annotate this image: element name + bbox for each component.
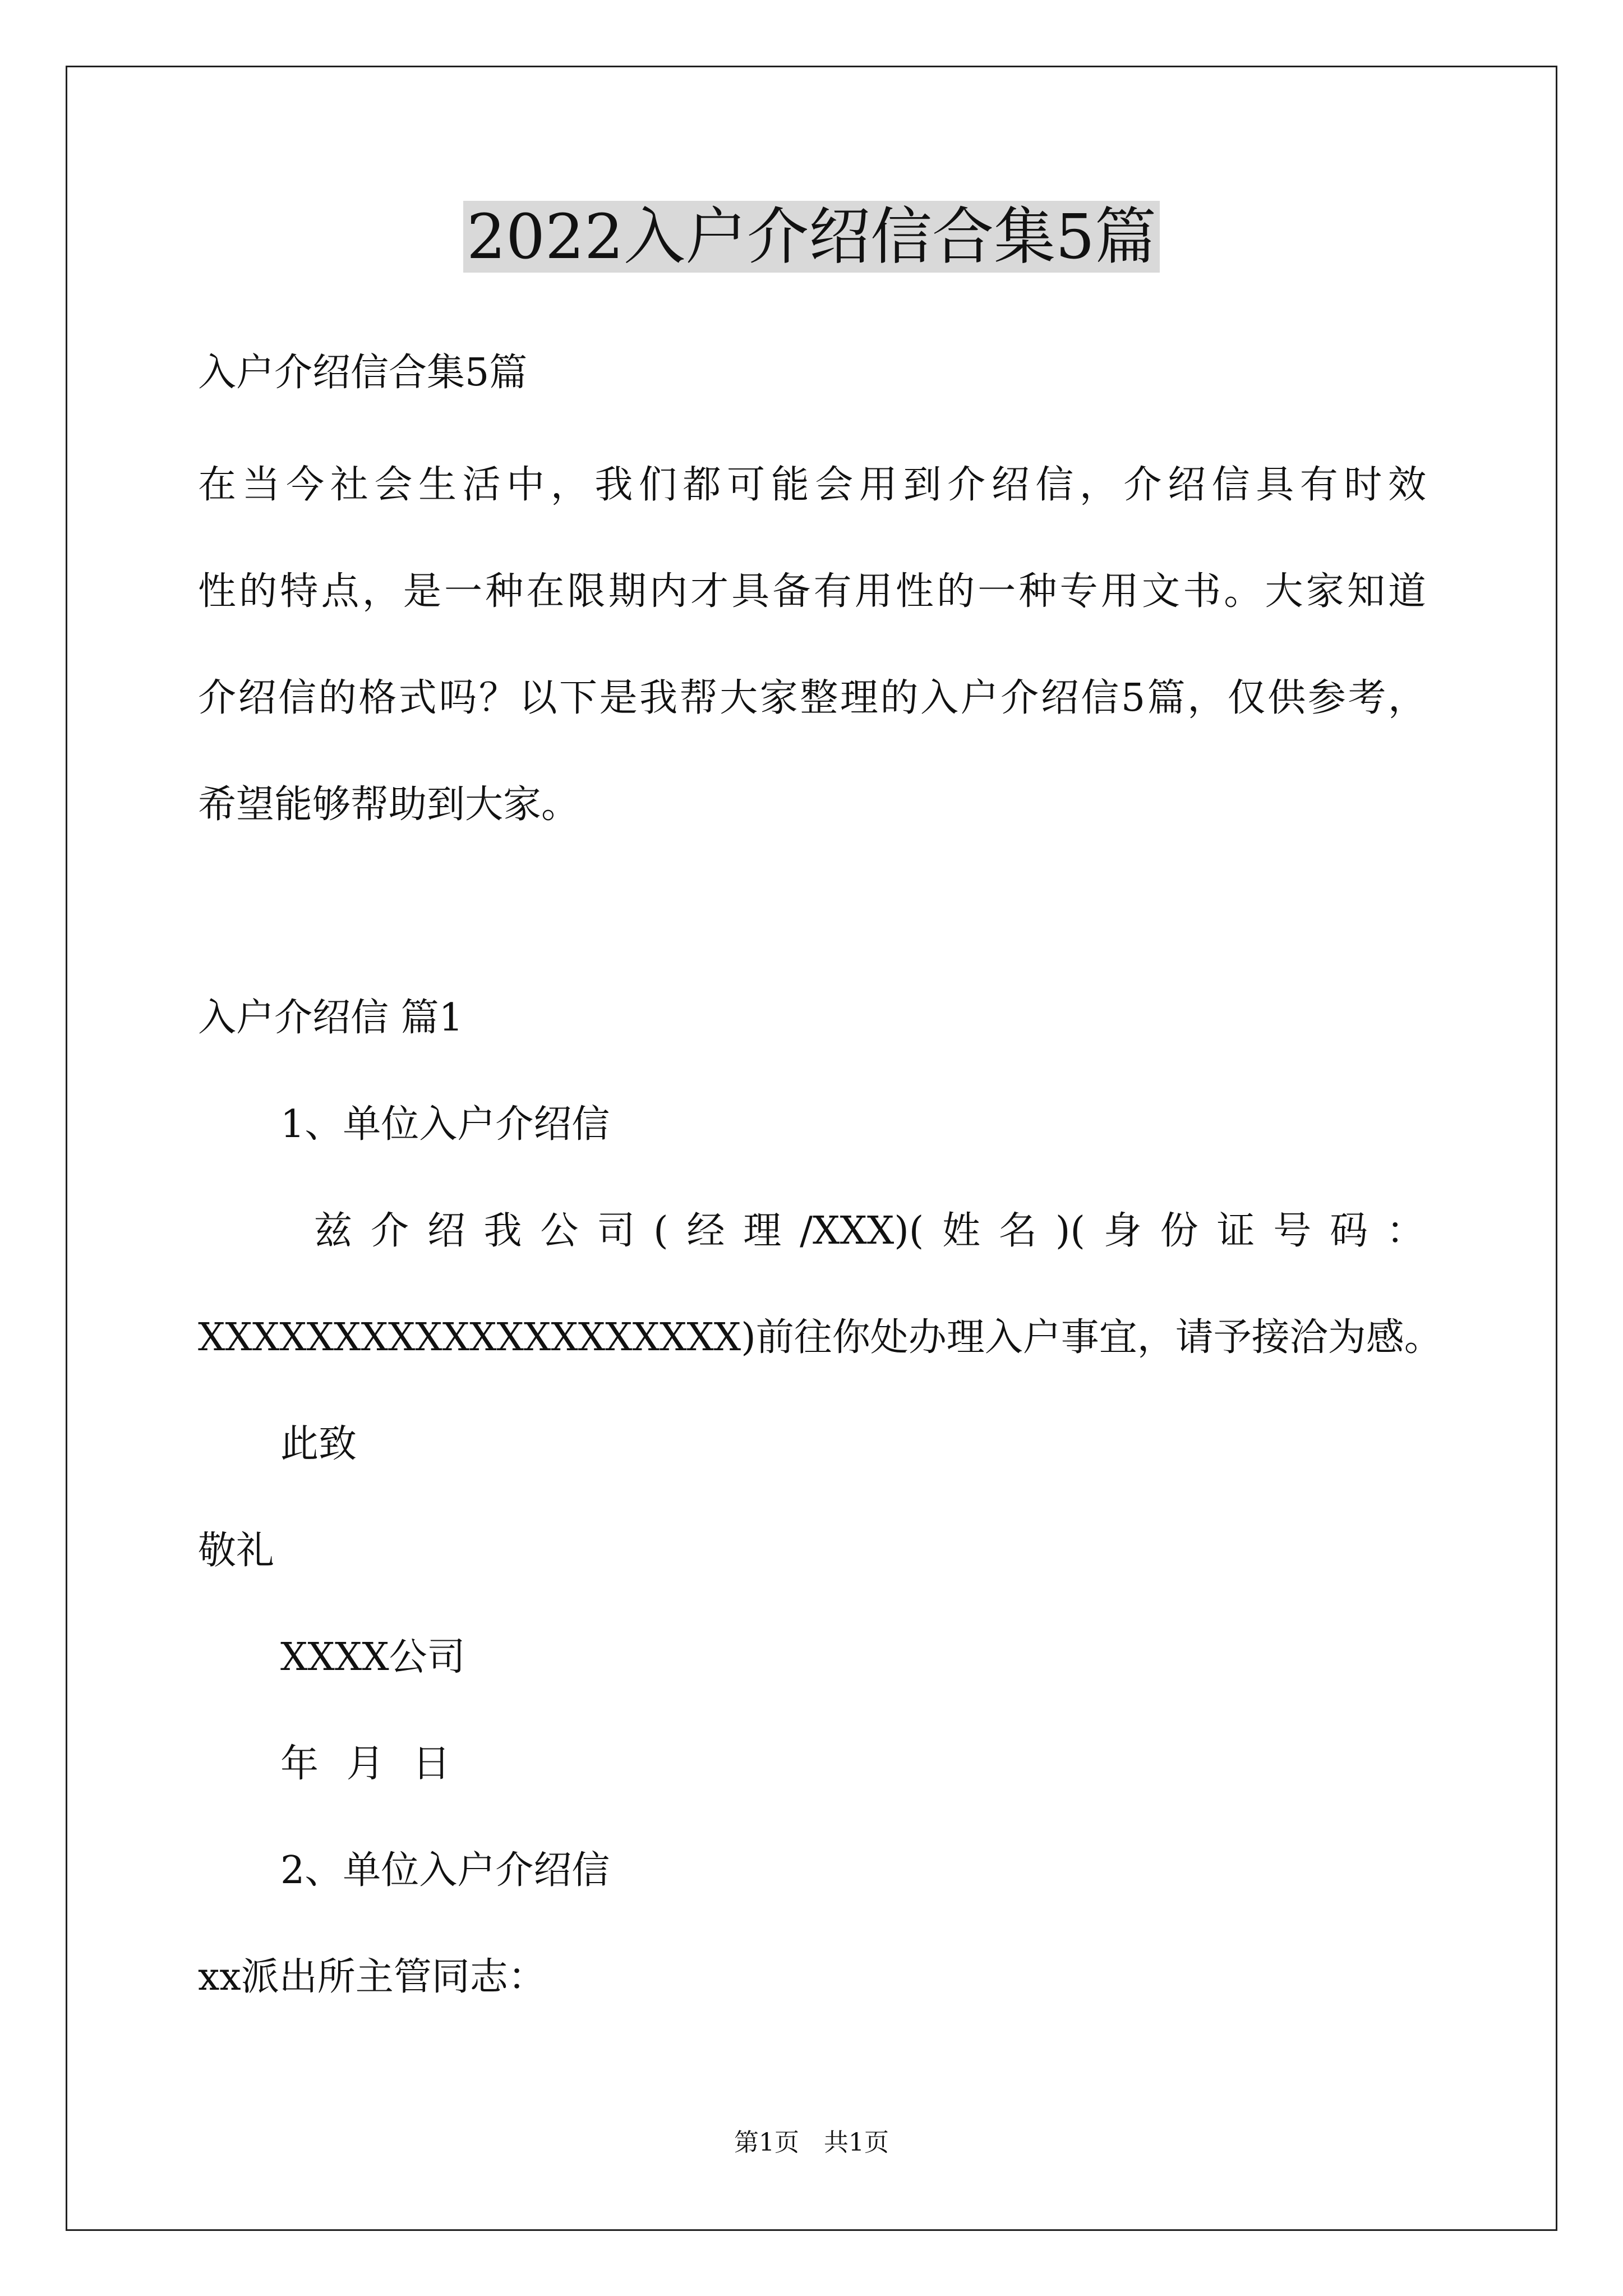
signature-date: 年 月 日	[280, 1742, 451, 1786]
intro-paragraph-line-2: 性的特点，是一种在限期内才具备有用性的一种专用文书。大家知道	[198, 569, 1426, 614]
intro-paragraph-line-4: 希望能够帮助到大家。	[198, 783, 580, 827]
letter-salutation: xx派出所主管同志：	[198, 1955, 546, 1999]
closing-jingli: 敬礼	[198, 1529, 275, 1573]
subsection-heading-2: 2、单位入户介绍信	[280, 1848, 610, 1893]
document-title-text: 2022入户介绍信合集5篇	[463, 201, 1160, 273]
page-footer: 第1页 共1页	[734, 2128, 889, 2157]
document-title	[0, 197, 1623, 276]
section-heading: 入户介绍信 篇1	[198, 996, 463, 1040]
letter-body-line-1: 兹介绍我公司(经理/XXX)(姓名)(身份证号码：	[314, 1209, 1424, 1253]
signature-company: XXXX公司	[280, 1635, 465, 1680]
subtitle-line: 入户介绍信合集5篇	[198, 351, 528, 395]
letter-body-line-2: XXXXXXXXXXXXXXXXXXXX)前往你处办理入户事宜，请予接洽为感。	[198, 1315, 1442, 1360]
closing-cizhi: 此致	[280, 1422, 357, 1466]
intro-paragraph-line-1: 在当今社会生活中，我们都可能会用到介绍信，介绍信具有时效	[198, 463, 1426, 507]
subsection-heading-1: 1、单位入户介绍信	[280, 1102, 610, 1147]
intro-paragraph-line-3: 介绍信的格式吗？以下是我帮大家整理的入户介绍信5篇，仅供参考，	[198, 676, 1426, 720]
